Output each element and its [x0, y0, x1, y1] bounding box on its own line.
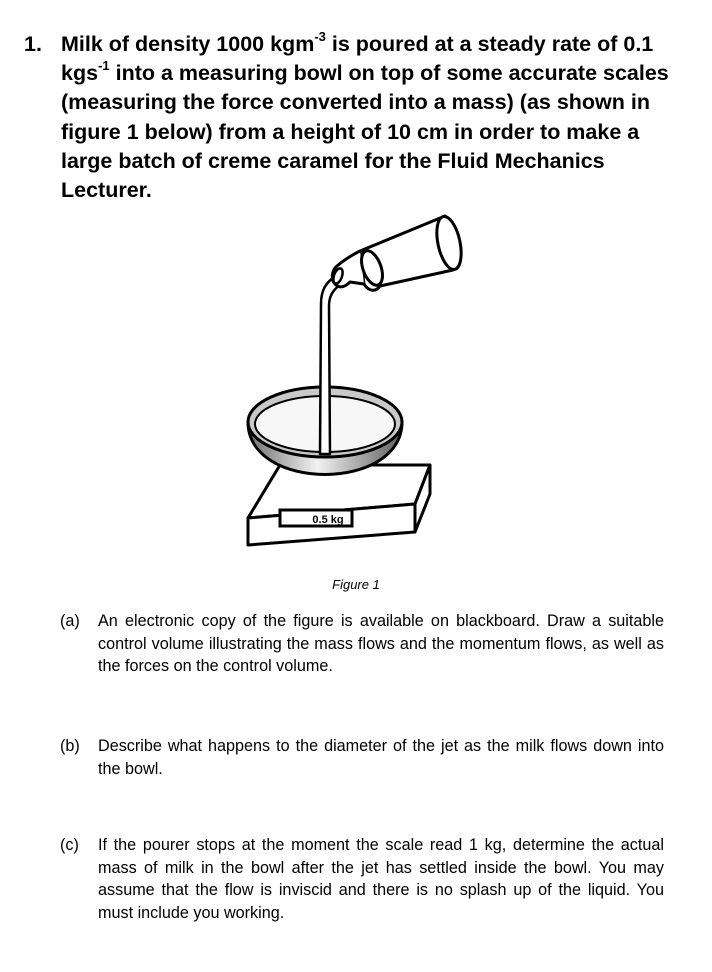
part-c-text: If the pourer stops at the moment the scale read 1 kg, determine the actual mass of milk in the bowl after the jet has settled inside the bowl. You may assume that the flow is inviscid and there is no splash up of the liquid. You must include you working.	[98, 836, 664, 922]
rate-exponent: -1	[98, 58, 110, 74]
kitchen-scale	[248, 465, 430, 545]
part-c	[60, 834, 664, 924]
density-exponent: -3	[314, 28, 326, 44]
part-b-label: (b)	[60, 737, 80, 755]
part-b	[60, 735, 664, 780]
part-a-label: (a)	[60, 612, 80, 630]
question-text-part-3: into a measuring bowl on top of some accurate scales (measuring the force converted into a mass) (as shown in figure 1 below) from a height of 10 cm in order to make a large batch of creme caramel for the Fluid Mechanics Lecturer.	[61, 61, 669, 203]
figure-1	[240, 210, 480, 555]
question-1	[24, 30, 674, 205]
milk-bottle	[332, 214, 466, 290]
part-a	[60, 610, 664, 678]
part-b-text: Describe what happens to the diameter of the jet as the milk flows down into the bowl.	[98, 737, 664, 778]
part-c-label: (c)	[60, 836, 79, 854]
scale-reading: 0.5 kg	[312, 514, 344, 526]
part-a-text: An electronic copy of the figure is available on blackboard. Draw a suitable control volume illustrating the mass flows and the momentum flows, as well as the forces on the control volume.	[98, 612, 664, 675]
question-text	[61, 30, 674, 205]
pouring-illustration	[240, 210, 480, 555]
figure-caption: Figure 1	[332, 577, 380, 592]
question-text-part-2: is poured at a steady rate of 0.1 kgs	[61, 32, 654, 86]
question-number: 1.	[24, 32, 42, 56]
question-text-part-1: Milk of density 1000 kgm	[61, 32, 315, 56]
